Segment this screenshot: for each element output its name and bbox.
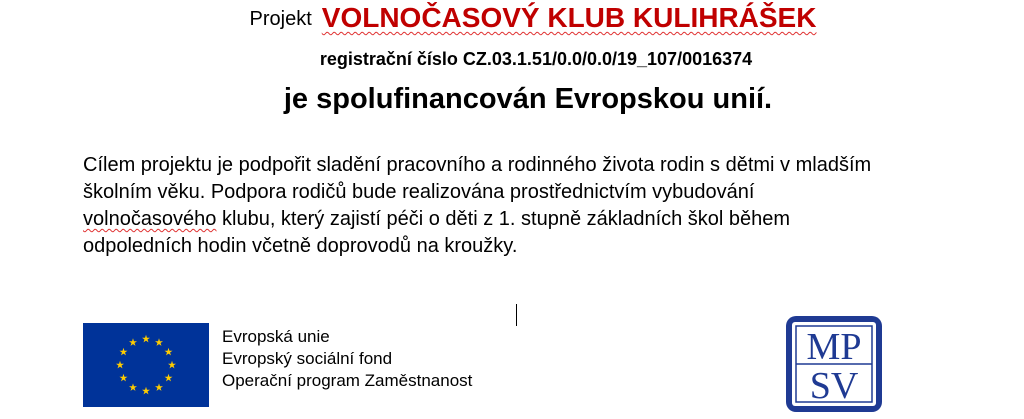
- eu-star-icon: [165, 374, 173, 382]
- eu-star-icon: [142, 335, 150, 343]
- description-line-rest: klubu, který zajistí péči o děti z 1. stupně základních škol během: [222, 208, 791, 230]
- eu-stars: [83, 323, 209, 407]
- project-name: VOLNOČASOVÝ KLUB KULIHRÁŠEK: [321, 2, 817, 33]
- eu-star-icon: [155, 338, 163, 346]
- project-description: [83, 152, 983, 260]
- eu-star-icon: [119, 348, 127, 356]
- esf-line: Evropský sociální fond: [222, 349, 393, 368]
- eu-star-icon: [142, 387, 150, 395]
- eu-star-icon: [155, 383, 163, 391]
- eu-star-icon: [129, 338, 137, 346]
- eu-flag-icon: [83, 323, 209, 407]
- eu-star-icon: [116, 361, 124, 369]
- misspelled-word: volnočasového: [83, 208, 217, 230]
- description-line: Cílem projektu je podpořit sladění pracovního a rodinného života rodin s dětmi v mladším: [83, 154, 872, 176]
- project-title: [0, 2, 1024, 34]
- description-line: školním věku. Podpora rodičů bude realizována prostřednictvím vybudování: [83, 181, 755, 203]
- eu-star-icon: [119, 374, 127, 382]
- cofinanced-statement: je spolufinancován Evropskou unií.: [283, 83, 773, 115]
- description-line: odpoledních hodin včetně doprovodů na kroužky.: [83, 235, 518, 257]
- mpsv-logo-icon: [785, 315, 883, 413]
- eu-star-icon: [129, 383, 137, 391]
- mpsv-bottom-letters: SV: [809, 365, 859, 407]
- eu-star-icon: [168, 361, 176, 369]
- mpsv-top-letters: MP: [806, 326, 862, 368]
- eu-star-icon: [165, 348, 173, 356]
- eu-line: Evropská unie: [222, 327, 330, 346]
- eu-logo-text: [222, 326, 472, 392]
- registration-number: registrační číslo CZ.03.1.51/0.0/0.0/19_107/0016374: [319, 49, 753, 69]
- op-line: Operační program Zaměstnanost: [222, 371, 473, 390]
- text-cursor: [516, 304, 517, 326]
- description-line: [83, 206, 983, 233]
- title-prefix: Projekt: [249, 8, 312, 30]
